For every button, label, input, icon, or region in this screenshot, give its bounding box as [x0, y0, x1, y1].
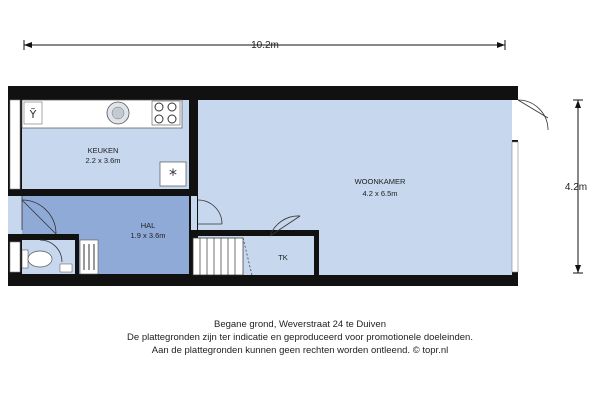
wall-keuken-hal — [8, 189, 189, 196]
hal-size: 1.9 x 3.6m — [130, 231, 166, 240]
wall-tk-side — [314, 230, 319, 275]
wall-toilet-side — [75, 234, 79, 275]
keuken-size: 2.2 x 3.6m — [85, 156, 121, 165]
boiler-icon — [160, 162, 186, 186]
cooktop-icon — [152, 101, 180, 125]
caption-line-3: Aan de plattegronden kunnen geen rechten worden ontleend. © topr.nl — [151, 345, 449, 356]
door-opening-hal-woonkamer — [191, 196, 197, 230]
wine-glass-glyph: Ỹ — [29, 108, 37, 121]
tk-name: TK — [278, 253, 288, 262]
meter-cupboard-icon — [80, 240, 98, 274]
width-dimension-label: 10.2m — [251, 40, 279, 51]
hal-name: HAL — [140, 221, 156, 230]
caption — [0, 318, 600, 357]
front-door-opening — [8, 196, 22, 234]
svg-text:*: * — [169, 165, 177, 184]
window-woonkamer — [512, 142, 518, 272]
garden-door-swing — [518, 100, 548, 130]
wall-hal-toilet — [8, 234, 78, 240]
caption-line-2: De plattegronden zijn ter indicatie en geproduceerd voor promotionele doeleinden. — [127, 332, 473, 343]
window-keuken — [10, 100, 20, 189]
woonkamer-floor-lower — [318, 230, 512, 275]
garden-door-opening — [512, 100, 518, 140]
keuken-name: KEUKEN — [87, 146, 119, 155]
woonkamer-name: WOONKAMER — [354, 177, 406, 186]
wall-tk-top — [193, 230, 318, 236]
stairs — [193, 238, 252, 275]
toilet-icon — [22, 250, 52, 268]
woonkamer-size: 4.2 x 6.5m — [362, 189, 398, 198]
window-toilet — [10, 242, 20, 272]
hal-floor — [22, 196, 189, 234]
caption-line-1: Begane grond, Weverstraat 24 te Duiven — [214, 319, 386, 330]
washbasin-icon — [60, 264, 72, 272]
height-dimension-label: 4.2m — [564, 182, 588, 193]
